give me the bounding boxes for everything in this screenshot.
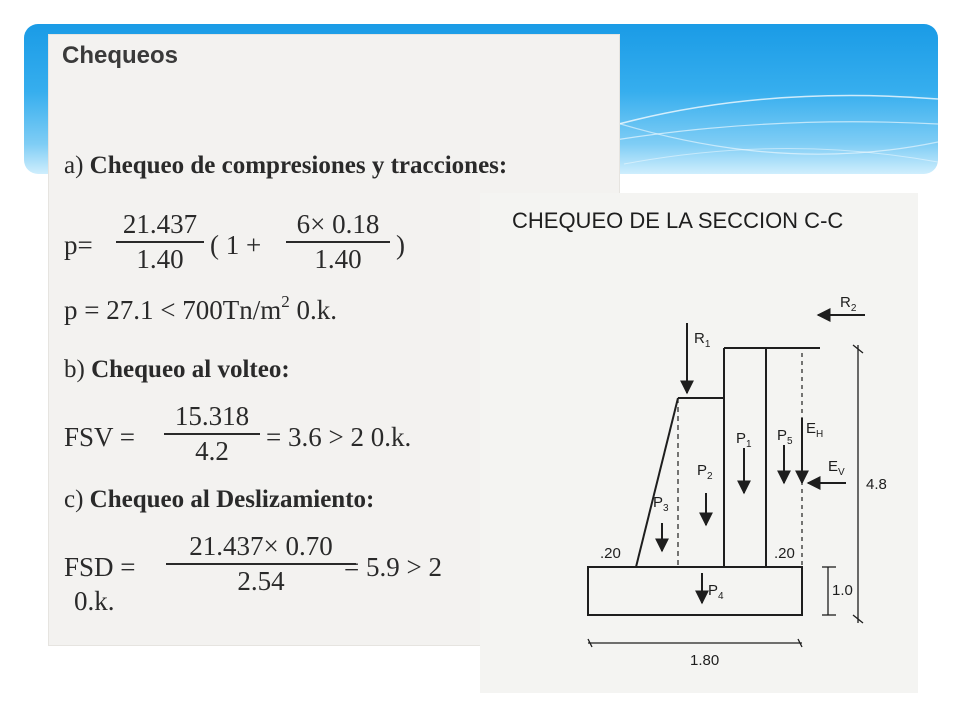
footing-outline xyxy=(588,567,802,615)
label-p2: $P_2$ xyxy=(697,462,713,482)
label-p4: $P_4$ xyxy=(708,582,724,602)
label-r1: $R_1$ xyxy=(694,330,711,350)
scanned-section-drawing xyxy=(480,193,918,693)
eq-c-rhs: = 5.9 > 2 xyxy=(344,552,442,582)
eq-b-lhs: FSV = xyxy=(64,422,136,452)
dim-base-width: 1.80 xyxy=(690,652,720,669)
eq-a-lhs: p= xyxy=(64,230,93,260)
section-a-heading: a) Chequeo de compresiones y tracciones: xyxy=(64,152,508,179)
eq-b-fraction: 15.318 4.2 xyxy=(164,402,260,465)
wall-front-slope xyxy=(636,398,678,567)
dim-right-heel: .20 xyxy=(774,545,795,562)
eq-c-lhs: FSD = xyxy=(64,552,136,582)
page-title: Chequeos xyxy=(62,42,179,69)
dim-height: 4.8 xyxy=(866,476,887,493)
eq-a-open: ( 1 + xyxy=(210,230,262,260)
eq-a-fraction-1: 21.437 1.40 xyxy=(116,210,204,273)
eq-c-ok: 0.k. xyxy=(74,586,115,616)
wall-section-diagram xyxy=(480,193,918,693)
label-p5: $P_5$ xyxy=(777,427,793,447)
label-p3: $P_3$ xyxy=(653,494,669,514)
label-ev: $E_V$ xyxy=(828,458,845,478)
eq-a-result: $p = 27.1 < 700Tn/m^2$ 0.k. xyxy=(64,292,337,325)
eq-b-rhs: = 3.6 > 2 0.k. xyxy=(266,422,412,452)
label-p1: $P_1$ xyxy=(736,430,752,450)
label-r2: $R_2$ xyxy=(840,294,857,314)
dim-base-height: 1.0 xyxy=(832,582,853,599)
drawing-title: CHEQUEO DE LA SECCION C-C xyxy=(512,208,844,233)
dim-left-toe: .20 xyxy=(600,545,621,562)
section-c-heading: c) Chequeo al Deslizamiento: xyxy=(64,486,375,513)
eq-a-close: ) xyxy=(396,230,405,260)
eq-a-fraction-2: 6× 0.18 1.40 xyxy=(286,210,390,273)
eq-c-fraction: 21.437× 0.70 2.54 xyxy=(166,532,356,595)
label-eh: $E_H$ xyxy=(806,420,824,440)
section-b-heading: b) Chequeo al volteo: xyxy=(64,356,290,383)
